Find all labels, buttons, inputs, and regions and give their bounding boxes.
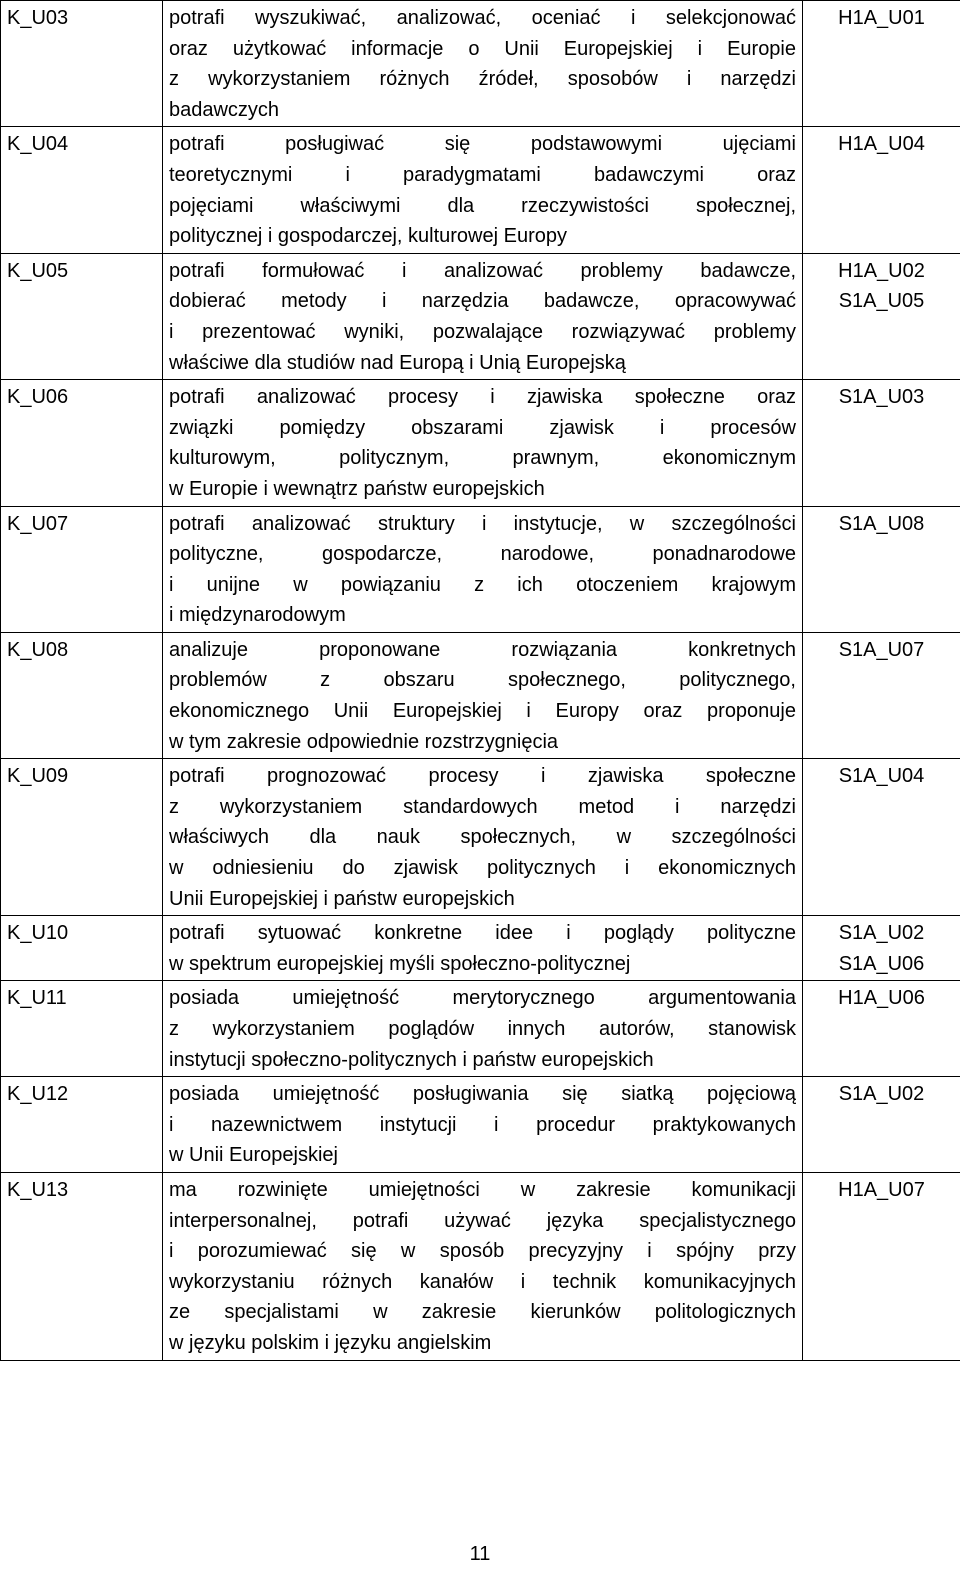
description-line: w spektrum europejskiej myśli społeczno-politycznej bbox=[169, 952, 631, 975]
description-line: ma rozwinięte umiejętności w zakresie komunikacji bbox=[169, 1178, 796, 1201]
table-row bbox=[1, 127, 960, 253]
description-line: właściwe dla studiów nad Europą i Unią Europejską bbox=[169, 351, 626, 374]
description-line: w języku polskim i języku angielskim bbox=[169, 1331, 492, 1354]
description-line: właściwych dla nauk społecznych, w szczególności bbox=[169, 826, 796, 849]
description-line: politycznej i gospodarczej, kulturowej Europy bbox=[169, 225, 567, 248]
outcome-reference bbox=[803, 916, 960, 981]
outcome-reference bbox=[803, 253, 960, 379]
outcome-description bbox=[163, 127, 803, 253]
reference-code: S1A_U04 bbox=[838, 765, 925, 788]
description-line: interpersonalnej, potrafi używać języka specjalistycznego bbox=[169, 1209, 796, 1232]
description-line: i porozumiewać się w sposób precyzyjny i spójny przy bbox=[169, 1240, 796, 1263]
description-line: potrafi wyszukiwać, analizować, oceniać i selekcjonować bbox=[169, 7, 796, 29]
table-row bbox=[1, 1, 960, 127]
outcome-code: K_U05 bbox=[1, 253, 163, 379]
description-line: potrafi analizować procesy i zjawiska społeczne oraz bbox=[169, 386, 796, 409]
description-line: oraz użytkować informacje o Unii Europejskiej i Europie bbox=[169, 37, 796, 60]
table-row bbox=[1, 1077, 960, 1173]
description-line: problemów z obszaru społecznego, politycznego, bbox=[169, 669, 796, 692]
table-row bbox=[1, 759, 960, 916]
description-line: posiada umiejętność merytorycznego argumentowania bbox=[169, 987, 796, 1010]
outcome-reference bbox=[803, 1172, 960, 1360]
description-line: wykorzystaniu różnych kanałów i technik komunikacyjnych bbox=[169, 1270, 796, 1293]
outcome-reference bbox=[803, 1077, 960, 1173]
reference-code: S1A_U05 bbox=[838, 290, 925, 313]
reference-code: S1A_U03 bbox=[838, 386, 925, 409]
outcome-description bbox=[163, 632, 803, 758]
reference-code: H1A_U06 bbox=[838, 987, 925, 1010]
outcome-description bbox=[163, 380, 803, 506]
description-line: i międzynarodowym bbox=[169, 604, 346, 627]
table-row bbox=[1, 916, 960, 981]
outcome-description bbox=[163, 1077, 803, 1173]
outcome-code: K_U11 bbox=[1, 981, 163, 1077]
description-line: potrafi sytuować konkretne idee i poglądy polityczne bbox=[169, 922, 796, 945]
reference-code: S1A_U07 bbox=[838, 638, 925, 661]
description-line: Unii Europejskiej i państw europejskich bbox=[169, 887, 515, 910]
reference-code: H1A_U02 bbox=[838, 259, 925, 282]
description-line: dobierać metody i narzędzia badawcze, opracowywać bbox=[169, 290, 796, 313]
description-line: w Europie i wewnątrz państw europejskich bbox=[169, 477, 545, 500]
outcome-description bbox=[163, 916, 803, 981]
outcome-description bbox=[163, 253, 803, 379]
description-line: z wykorzystaniem różnych źródeł, sposobów i narzędzi bbox=[169, 68, 796, 91]
description-line: instytucji społeczno-politycznych i państw europejskich bbox=[169, 1048, 654, 1071]
outcome-code: K_U06 bbox=[1, 380, 163, 506]
description-line: ekonomicznego Unii Europejskiej i Europy oraz proponuje bbox=[169, 700, 796, 723]
table-row bbox=[1, 981, 960, 1077]
reference-code: H1A_U04 bbox=[838, 133, 925, 156]
outcome-description bbox=[163, 759, 803, 916]
learning-outcomes-body bbox=[1, 1, 960, 1361]
outcome-code: K_U08 bbox=[1, 632, 163, 758]
outcome-reference bbox=[803, 759, 960, 916]
reference-code: S1A_U02 bbox=[838, 922, 925, 945]
outcome-code: K_U04 bbox=[1, 127, 163, 253]
table-row bbox=[1, 380, 960, 506]
description-line: potrafi prognozować procesy i zjawiska społeczne bbox=[169, 765, 796, 788]
description-line: ze specjalistami w zakresie kierunków politologicznych bbox=[169, 1301, 796, 1324]
outcome-description bbox=[163, 1172, 803, 1360]
outcome-reference bbox=[803, 127, 960, 253]
description-line: w Unii Europejskiej bbox=[169, 1144, 338, 1167]
description-line: związki pomiędzy obszarami zjawisk i procesów bbox=[169, 416, 796, 439]
outcome-reference bbox=[803, 380, 960, 506]
outcome-code: K_U10 bbox=[1, 916, 163, 981]
reference-code: H1A_U07 bbox=[838, 1178, 925, 1201]
outcome-description bbox=[163, 981, 803, 1077]
outcome-description bbox=[163, 1, 803, 127]
table-row bbox=[1, 253, 960, 379]
description-line: potrafi posługiwać się podstawowymi ujęciami bbox=[169, 133, 796, 156]
outcome-code: K_U03 bbox=[1, 1, 163, 127]
description-line: w tym zakresie odpowiednie rozstrzygnięcia bbox=[169, 730, 559, 753]
description-line: i prezentować wyniki, pozwalające rozwiązywać problemy bbox=[169, 320, 796, 343]
description-line: z wykorzystaniem poglądów innych autorów, stanowisk bbox=[169, 1018, 796, 1040]
reference-code: H1A_U01 bbox=[838, 7, 925, 29]
description-line: pojęciami właściwymi dla rzeczywistości społecznej, bbox=[169, 194, 796, 217]
page-number: 11 bbox=[469, 1543, 491, 1565]
outcome-code: K_U07 bbox=[1, 506, 163, 632]
description-line: potrafi formułować i analizować problemy badawcze, bbox=[169, 259, 796, 282]
description-line: badawczych bbox=[169, 98, 280, 121]
description-line: potrafi analizować struktury i instytucje, w szczególności bbox=[169, 512, 796, 535]
reference-code: S1A_U08 bbox=[838, 512, 925, 535]
description-line: teoretycznymi i paradygmatami badawczymi oraz bbox=[169, 163, 796, 186]
outcome-code: K_U12 bbox=[1, 1077, 163, 1173]
table-row bbox=[1, 632, 960, 758]
description-line: polityczne, gospodarcze, narodowe, ponadnarodowe bbox=[169, 543, 796, 566]
description-line: z wykorzystaniem standardowych metod i narzędzi bbox=[169, 795, 796, 818]
description-line: posiada umiejętność posługiwania się siatką pojęciową bbox=[169, 1083, 796, 1106]
outcome-code: K_U09 bbox=[1, 759, 163, 916]
reference-code: S1A_U02 bbox=[838, 1083, 925, 1106]
outcome-code: K_U13 bbox=[1, 1172, 163, 1360]
outcome-description bbox=[163, 506, 803, 632]
outcome-reference bbox=[803, 981, 960, 1077]
outcome-reference bbox=[803, 632, 960, 758]
description-line: i nazewnictwem instytucji i procedur praktykowanych bbox=[169, 1113, 796, 1136]
description-line: i unijne w powiązaniu z ich otoczeniem krajowym bbox=[169, 573, 796, 596]
table-row bbox=[1, 1172, 960, 1360]
description-line: w odniesieniu do zjawisk politycznych i ekonomicznych bbox=[169, 857, 796, 880]
table-row bbox=[1, 506, 960, 632]
description-line: kulturowym, politycznym, prawnym, ekonomicznym bbox=[169, 447, 796, 470]
description-line: analizuje proponowane rozwiązania konkretnych bbox=[169, 638, 796, 661]
reference-code: S1A_U06 bbox=[838, 952, 925, 975]
outcome-reference bbox=[803, 506, 960, 632]
outcome-reference bbox=[803, 1, 960, 127]
